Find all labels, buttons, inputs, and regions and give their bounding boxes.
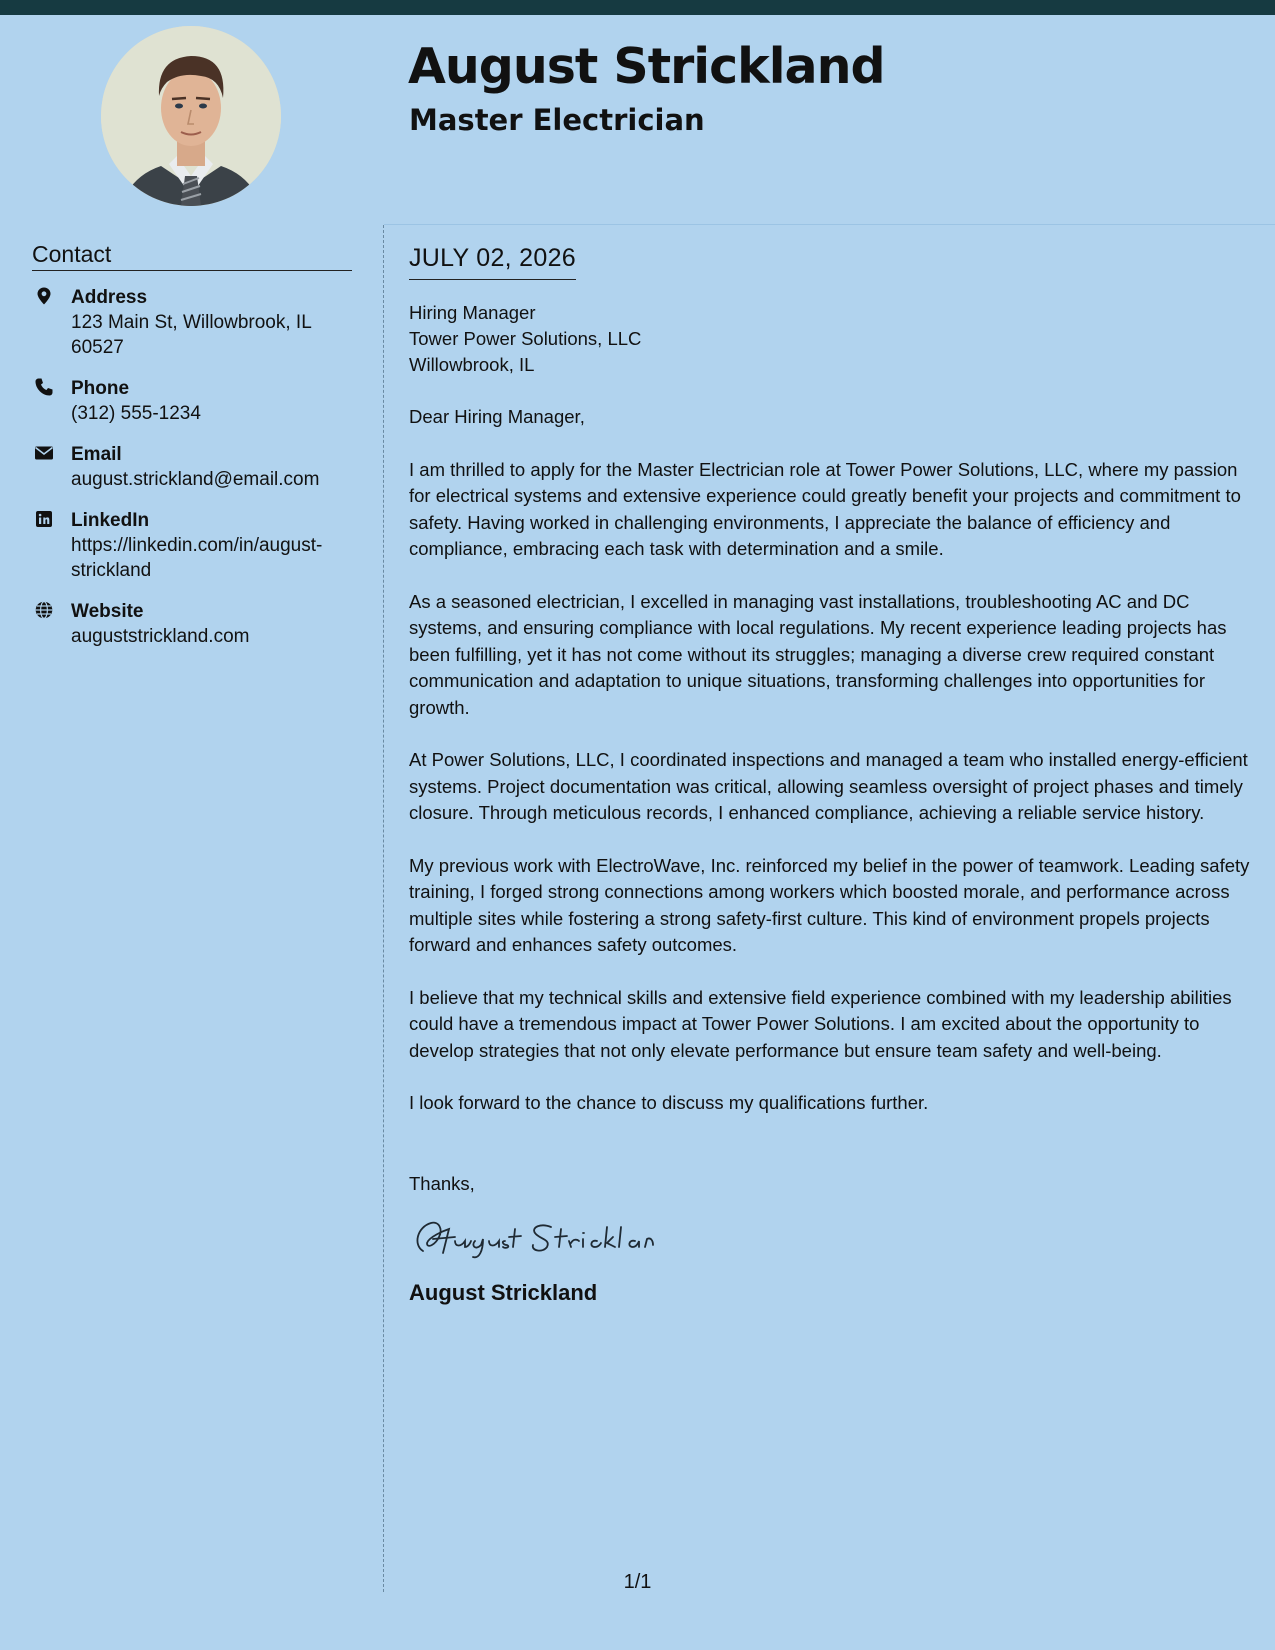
body-paragraph: As a seasoned electrician, I excelled in managing vast installations, troubleshooting AC and DC systems, and ensuring compliance with local regulations. My recent experience leading projects has been fulfilling, yet it has not come without its struggles; managing a diverse crew required constant communication and adaptation to unique situations, transforming challenges into opportunities for growth.	[409, 590, 1227, 718]
recipient-line: Hiring Manager	[409, 302, 536, 323]
linkedin-icon	[34, 509, 54, 529]
recipient-line: Willowbrook, IL	[409, 354, 535, 375]
job-title: Master Electrician	[409, 103, 705, 137]
body-paragraph: I look forward to the chance to discuss my qualifications further.	[409, 1092, 929, 1113]
phone-value: (312) 555-1234	[71, 403, 201, 424]
linkedin-value[interactable]: https://linkedin.com/in/august-strickland	[71, 535, 323, 581]
greeting: Dear Hiring Manager,	[409, 406, 585, 427]
page-number: 1/1	[623, 1571, 652, 1593]
body-paragraph: I believe that my technical skills and extensive field experience combined with my leadership abilities could have a tremendous impact at Tower Power Solutions. I am excited about the opportunity to develop strategies that not only elevate performance but ensure team safety and well-being.	[409, 986, 1232, 1061]
letter-date: JULY 02, 2026	[409, 243, 576, 280]
contact-item-email	[32, 442, 352, 492]
location-pin-icon	[34, 286, 54, 306]
contact-item-linkedin	[32, 508, 352, 583]
letter-body	[409, 243, 1251, 1307]
contact-list	[32, 285, 352, 649]
top-accent-bar	[0, 0, 1275, 15]
profile-photo	[101, 26, 281, 206]
contact-label: Address	[71, 287, 148, 308]
contact-heading: Contact	[32, 240, 352, 271]
handwritten-signature	[409, 1215, 679, 1259]
contact-sidebar	[32, 240, 352, 665]
contact-label: Website	[71, 601, 144, 622]
phone-icon	[34, 377, 54, 397]
body-paragraph: At Power Solutions, LLC, I coordinated inspections and managed a team who installed energy-efficient systems. Project documentation was critical, allowing seamless oversight of project phases and timely closure. Through meticulous records, I enhanced compliance, achieving a reliable service history.	[409, 749, 1248, 823]
recipient-line: Tower Power Solutions, LLC	[409, 328, 642, 349]
email-value[interactable]: august.strickland@email.com	[71, 469, 320, 490]
contact-label: Phone	[71, 378, 130, 399]
address-value: 123 Main St, Willowbrook, IL 60527	[71, 312, 312, 358]
contact-item-website	[32, 599, 352, 649]
contact-label: LinkedIn	[71, 510, 150, 531]
recipient-block	[409, 300, 1251, 378]
contact-item-phone	[32, 376, 352, 426]
contact-item-address	[32, 285, 352, 360]
body-paragraph: My previous work with ElectroWave, Inc. reinforced my belief in the power of teamwork. Leading safety training, I forged strong connections among workers which boosted morale, and performance across multiple sites while fostering a strong safety-first culture. This kind of environment propels projects forward and enhances safety outcomes.	[409, 854, 1250, 955]
envelope-icon	[34, 443, 54, 463]
header-divider	[384, 224, 1275, 225]
applicant-name: August Strickland	[408, 38, 885, 95]
signed-name: August Strickland	[409, 1280, 598, 1305]
website-value[interactable]: auguststrickland.com	[71, 626, 250, 647]
globe-icon	[34, 600, 54, 620]
closing: Thanks,	[409, 1172, 475, 1194]
column-divider	[383, 225, 384, 1592]
body-paragraph: I am thrilled to apply for the Master Electrician role at Tower Power Solutions, LLC, where my passion for electrical systems and extensive experience could greatly benefit your projects and commitment to safety. Having worked in challenging environments, I appreciate the balance of efficiency and compliance, embracing each task with determination and a smile.	[409, 458, 1241, 559]
contact-label: Email	[71, 444, 122, 465]
